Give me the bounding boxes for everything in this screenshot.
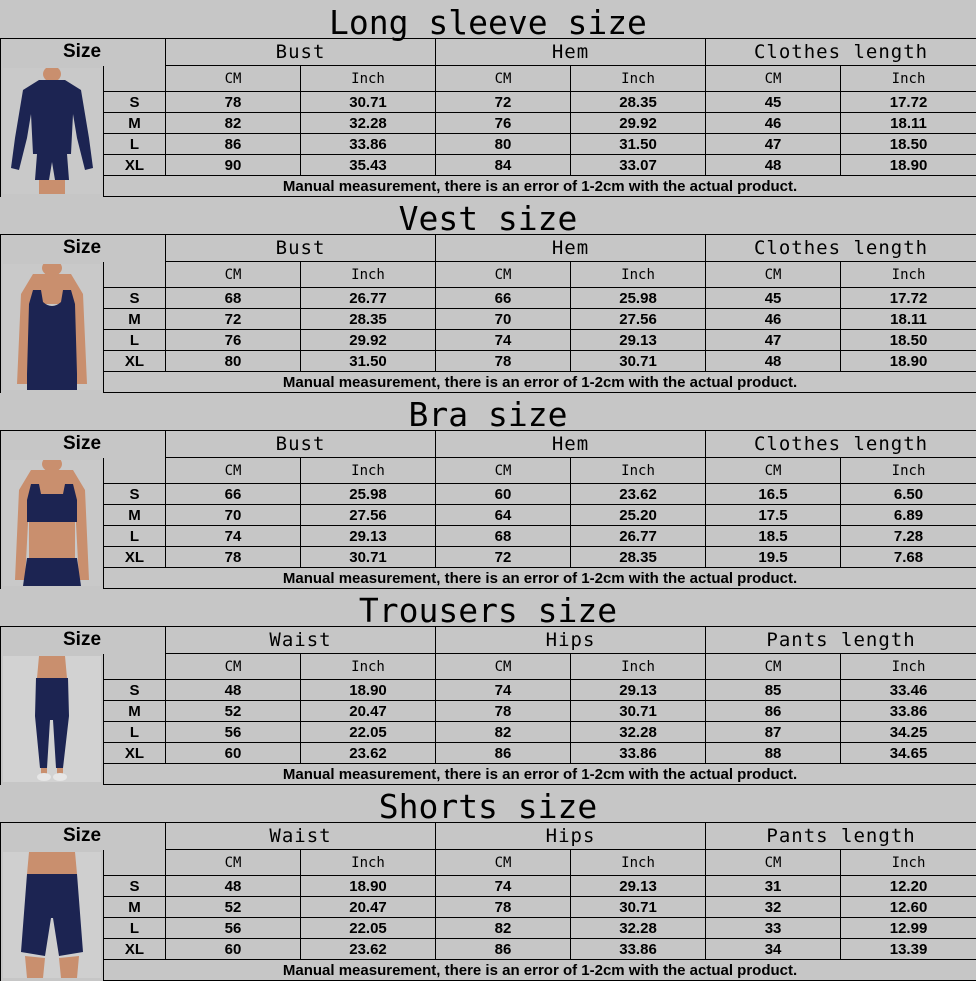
- value-cell: 16.5: [706, 484, 841, 505]
- value-cell: 68: [436, 526, 571, 547]
- value-cell: 27.56: [301, 505, 436, 526]
- trousers-icon: [1, 656, 103, 782]
- value-cell: 72: [436, 92, 571, 113]
- value-cell: 17.5: [706, 505, 841, 526]
- group-header: Bust: [166, 235, 436, 262]
- value-cell: 18.11: [841, 113, 976, 134]
- value-cell: 7.28: [841, 526, 976, 547]
- value-cell: 78: [166, 92, 301, 113]
- measurement-note: Manual measurement, there is an error of 1-2cm with the actual product.: [104, 764, 976, 785]
- value-cell: 26.77: [571, 526, 706, 547]
- table-row: [1, 288, 976, 309]
- table-row: [1, 876, 976, 897]
- group-header: Waist: [166, 627, 436, 654]
- unit-inch: Inch: [571, 458, 706, 484]
- group-header-row: [1, 627, 976, 654]
- value-cell: 25.98: [301, 484, 436, 505]
- value-cell: 33.86: [841, 701, 976, 722]
- value-cell: 28.35: [571, 92, 706, 113]
- unit-cm: CM: [166, 262, 301, 288]
- size-label: L: [104, 134, 166, 155]
- value-cell: 33.07: [571, 155, 706, 176]
- value-cell: 85: [706, 680, 841, 701]
- unit-cm: CM: [436, 262, 571, 288]
- note-row: [1, 372, 976, 393]
- size-label: M: [104, 309, 166, 330]
- table-row: [1, 113, 976, 134]
- table-row: [1, 484, 976, 505]
- table-row: [1, 134, 976, 155]
- value-cell: 74: [436, 876, 571, 897]
- value-cell: 18.50: [841, 330, 976, 351]
- size-header: Size: [1, 235, 166, 262]
- value-cell: 25.98: [571, 288, 706, 309]
- value-cell: 60: [166, 939, 301, 960]
- unit-cm: CM: [166, 458, 301, 484]
- value-cell: 70: [436, 309, 571, 330]
- unit-cm: CM: [436, 850, 571, 876]
- unit-inch: Inch: [571, 850, 706, 876]
- garment-photo: [1, 654, 104, 785]
- section-2: [0, 392, 976, 588]
- table-row: [1, 722, 976, 743]
- long-sleeve-top-icon: [1, 68, 103, 194]
- shorts-icon: [1, 852, 103, 978]
- value-cell: 74: [166, 526, 301, 547]
- value-cell: 56: [166, 722, 301, 743]
- size-label: S: [104, 680, 166, 701]
- section-0: [0, 0, 976, 196]
- table-row: [1, 547, 976, 568]
- value-cell: 7.68: [841, 547, 976, 568]
- value-cell: 22.05: [301, 918, 436, 939]
- value-cell: 78: [166, 547, 301, 568]
- note-row: [1, 764, 976, 785]
- unit-inch: Inch: [301, 850, 436, 876]
- value-cell: 29.13: [571, 680, 706, 701]
- unit-cm: CM: [166, 654, 301, 680]
- section-title: Bra size: [408, 395, 568, 434]
- group-header-row: [1, 431, 976, 458]
- value-cell: 30.71: [571, 351, 706, 372]
- value-cell: 12.60: [841, 897, 976, 918]
- group-header-row: [1, 235, 976, 262]
- blank-cell: [104, 262, 166, 288]
- value-cell: 32.28: [571, 918, 706, 939]
- section-1: [0, 196, 976, 392]
- unit-row: [1, 66, 976, 92]
- table-row: [1, 92, 976, 113]
- value-cell: 29.92: [301, 330, 436, 351]
- size-label: XL: [104, 155, 166, 176]
- table-row: [1, 743, 976, 764]
- table-row: [1, 330, 976, 351]
- unit-cm: CM: [166, 66, 301, 92]
- value-cell: 29.92: [571, 113, 706, 134]
- value-cell: 22.05: [301, 722, 436, 743]
- size-label: XL: [104, 351, 166, 372]
- group-header: Clothes length: [706, 235, 976, 262]
- blank-cell: [104, 458, 166, 484]
- section-title: Trousers size: [358, 591, 618, 630]
- group-header: Bust: [166, 39, 436, 66]
- value-cell: 33.46: [841, 680, 976, 701]
- value-cell: 6.50: [841, 484, 976, 505]
- value-cell: 88: [706, 743, 841, 764]
- value-cell: 25.20: [571, 505, 706, 526]
- garment-photo: [1, 66, 104, 197]
- value-cell: 45: [706, 288, 841, 309]
- unit-inch: Inch: [841, 66, 976, 92]
- blank-cell: [104, 654, 166, 680]
- unit-row: [1, 458, 976, 484]
- garment-photo: [1, 262, 104, 393]
- unit-inch: Inch: [841, 458, 976, 484]
- value-cell: 52: [166, 701, 301, 722]
- note-row: [1, 176, 976, 197]
- value-cell: 34.25: [841, 722, 976, 743]
- value-cell: 33.86: [571, 939, 706, 960]
- value-cell: 32: [706, 897, 841, 918]
- table-row: [1, 918, 976, 939]
- value-cell: 31: [706, 876, 841, 897]
- value-cell: 86: [436, 939, 571, 960]
- table-row: [1, 505, 976, 526]
- measurement-note: Manual measurement, there is an error of 1-2cm with the actual product.: [104, 176, 976, 197]
- value-cell: 80: [436, 134, 571, 155]
- unit-cm: CM: [706, 654, 841, 680]
- unit-inch: Inch: [301, 66, 436, 92]
- measurement-note: Manual measurement, there is an error of 1-2cm with the actual product.: [104, 568, 976, 589]
- value-cell: 29.13: [571, 330, 706, 351]
- value-cell: 29.13: [571, 876, 706, 897]
- value-cell: 17.72: [841, 92, 976, 113]
- group-header-row: [1, 823, 976, 850]
- value-cell: 84: [436, 155, 571, 176]
- value-cell: 47: [706, 330, 841, 351]
- value-cell: 17.72: [841, 288, 976, 309]
- value-cell: 48: [706, 351, 841, 372]
- value-cell: 33: [706, 918, 841, 939]
- unit-inch: Inch: [301, 458, 436, 484]
- measurement-note: Manual measurement, there is an error of 1-2cm with the actual product.: [104, 372, 976, 393]
- value-cell: 18.90: [301, 680, 436, 701]
- table-row: [1, 309, 976, 330]
- value-cell: 60: [166, 743, 301, 764]
- size-table: [0, 822, 976, 981]
- value-cell: 64: [436, 505, 571, 526]
- section-title: Vest size: [398, 199, 578, 238]
- value-cell: 23.62: [301, 939, 436, 960]
- value-cell: 12.20: [841, 876, 976, 897]
- value-cell: 34: [706, 939, 841, 960]
- unit-inch: Inch: [841, 262, 976, 288]
- value-cell: 90: [166, 155, 301, 176]
- value-cell: 76: [166, 330, 301, 351]
- blank-cell: [104, 850, 166, 876]
- garment-photo: [1, 458, 104, 589]
- value-cell: 31.50: [301, 351, 436, 372]
- group-header: Hips: [436, 823, 706, 850]
- table-row: [1, 701, 976, 722]
- value-cell: 29.13: [301, 526, 436, 547]
- size-label: L: [104, 918, 166, 939]
- unit-cm: CM: [166, 850, 301, 876]
- blank-cell: [104, 66, 166, 92]
- value-cell: 28.35: [301, 309, 436, 330]
- table-row: [1, 351, 976, 372]
- value-cell: 33.86: [571, 743, 706, 764]
- table-row: [1, 939, 976, 960]
- value-cell: 78: [436, 701, 571, 722]
- value-cell: 28.35: [571, 547, 706, 568]
- value-cell: 18.50: [841, 134, 976, 155]
- value-cell: 35.43: [301, 155, 436, 176]
- value-cell: 30.71: [301, 547, 436, 568]
- value-cell: 18.90: [301, 876, 436, 897]
- value-cell: 27.56: [571, 309, 706, 330]
- unit-row: [1, 654, 976, 680]
- value-cell: 23.62: [571, 484, 706, 505]
- value-cell: 47: [706, 134, 841, 155]
- unit-inch: Inch: [841, 850, 976, 876]
- unit-cm: CM: [706, 458, 841, 484]
- value-cell: 66: [436, 288, 571, 309]
- value-cell: 30.71: [571, 701, 706, 722]
- value-cell: 46: [706, 309, 841, 330]
- value-cell: 86: [166, 134, 301, 155]
- value-cell: 18.90: [841, 155, 976, 176]
- group-header: Hem: [436, 431, 706, 458]
- size-label: M: [104, 505, 166, 526]
- unit-inch: Inch: [841, 654, 976, 680]
- value-cell: 82: [436, 722, 571, 743]
- size-header: Size: [1, 627, 166, 654]
- size-table: [0, 626, 976, 785]
- value-cell: 80: [166, 351, 301, 372]
- size-label: M: [104, 701, 166, 722]
- section-3: [0, 588, 976, 784]
- table-row: [1, 680, 976, 701]
- value-cell: 20.47: [301, 897, 436, 918]
- unit-cm: CM: [436, 66, 571, 92]
- value-cell: 78: [436, 351, 571, 372]
- value-cell: 32.28: [571, 722, 706, 743]
- table-row: [1, 526, 976, 547]
- value-cell: 87: [706, 722, 841, 743]
- value-cell: 26.77: [301, 288, 436, 309]
- group-header: Clothes length: [706, 39, 976, 66]
- group-header: Clothes length: [706, 431, 976, 458]
- value-cell: 86: [706, 701, 841, 722]
- value-cell: 13.39: [841, 939, 976, 960]
- value-cell: 82: [166, 113, 301, 134]
- value-cell: 30.71: [301, 92, 436, 113]
- group-header-row: [1, 39, 976, 66]
- note-row: [1, 568, 976, 589]
- value-cell: 74: [436, 330, 571, 351]
- value-cell: 31.50: [571, 134, 706, 155]
- value-cell: 23.62: [301, 743, 436, 764]
- value-cell: 48: [166, 876, 301, 897]
- value-cell: 32.28: [301, 113, 436, 134]
- bra-icon: [1, 460, 103, 586]
- value-cell: 60: [436, 484, 571, 505]
- unit-cm: CM: [436, 654, 571, 680]
- table-row: [1, 155, 976, 176]
- group-header: Bust: [166, 431, 436, 458]
- garment-photo: [1, 850, 104, 981]
- size-label: L: [104, 722, 166, 743]
- value-cell: 66: [166, 484, 301, 505]
- section-4: [0, 784, 976, 980]
- section-title: Shorts size: [378, 787, 598, 826]
- size-label: S: [104, 92, 166, 113]
- value-cell: 82: [436, 918, 571, 939]
- value-cell: 70: [166, 505, 301, 526]
- unit-row: [1, 262, 976, 288]
- group-header: Waist: [166, 823, 436, 850]
- value-cell: 72: [166, 309, 301, 330]
- value-cell: 19.5: [706, 547, 841, 568]
- size-label: S: [104, 876, 166, 897]
- table-row: [1, 897, 976, 918]
- size-label: XL: [104, 547, 166, 568]
- section-title: Long sleeve size: [329, 3, 647, 42]
- unit-cm: CM: [706, 850, 841, 876]
- size-header: Size: [1, 823, 166, 850]
- size-label: L: [104, 526, 166, 547]
- unit-cm: CM: [436, 458, 571, 484]
- size-label: S: [104, 288, 166, 309]
- value-cell: 48: [706, 155, 841, 176]
- size-label: M: [104, 113, 166, 134]
- value-cell: 86: [436, 743, 571, 764]
- unit-inch: Inch: [571, 262, 706, 288]
- value-cell: 78: [436, 897, 571, 918]
- size-table: [0, 38, 976, 197]
- size-header: Size: [1, 431, 166, 458]
- group-header: Hips: [436, 627, 706, 654]
- value-cell: 48: [166, 680, 301, 701]
- group-header: Pants length: [706, 627, 976, 654]
- measurement-note: Manual measurement, there is an error of 1-2cm with the actual product.: [104, 960, 976, 981]
- value-cell: 52: [166, 897, 301, 918]
- value-cell: 46: [706, 113, 841, 134]
- group-header: Hem: [436, 235, 706, 262]
- vest-icon: [1, 264, 103, 390]
- size-header: Size: [1, 39, 166, 66]
- value-cell: 30.71: [571, 897, 706, 918]
- size-label: S: [104, 484, 166, 505]
- size-table: [0, 430, 976, 589]
- value-cell: 6.89: [841, 505, 976, 526]
- group-header: Hem: [436, 39, 706, 66]
- unit-cm: CM: [706, 66, 841, 92]
- value-cell: 72: [436, 547, 571, 568]
- size-label: XL: [104, 939, 166, 960]
- note-row: [1, 960, 976, 981]
- unit-inch: Inch: [301, 654, 436, 680]
- value-cell: 18.90: [841, 351, 976, 372]
- unit-cm: CM: [706, 262, 841, 288]
- value-cell: 18.5: [706, 526, 841, 547]
- value-cell: 34.65: [841, 743, 976, 764]
- value-cell: 12.99: [841, 918, 976, 939]
- size-label: M: [104, 897, 166, 918]
- value-cell: 56: [166, 918, 301, 939]
- value-cell: 76: [436, 113, 571, 134]
- size-label: XL: [104, 743, 166, 764]
- unit-inch: Inch: [571, 654, 706, 680]
- unit-inch: Inch: [301, 262, 436, 288]
- value-cell: 33.86: [301, 134, 436, 155]
- value-cell: 18.11: [841, 309, 976, 330]
- value-cell: 20.47: [301, 701, 436, 722]
- value-cell: 45: [706, 92, 841, 113]
- value-cell: 68: [166, 288, 301, 309]
- size-table: [0, 234, 976, 393]
- value-cell: 74: [436, 680, 571, 701]
- group-header: Pants length: [706, 823, 976, 850]
- unit-inch: Inch: [571, 66, 706, 92]
- unit-row: [1, 850, 976, 876]
- size-label: L: [104, 330, 166, 351]
